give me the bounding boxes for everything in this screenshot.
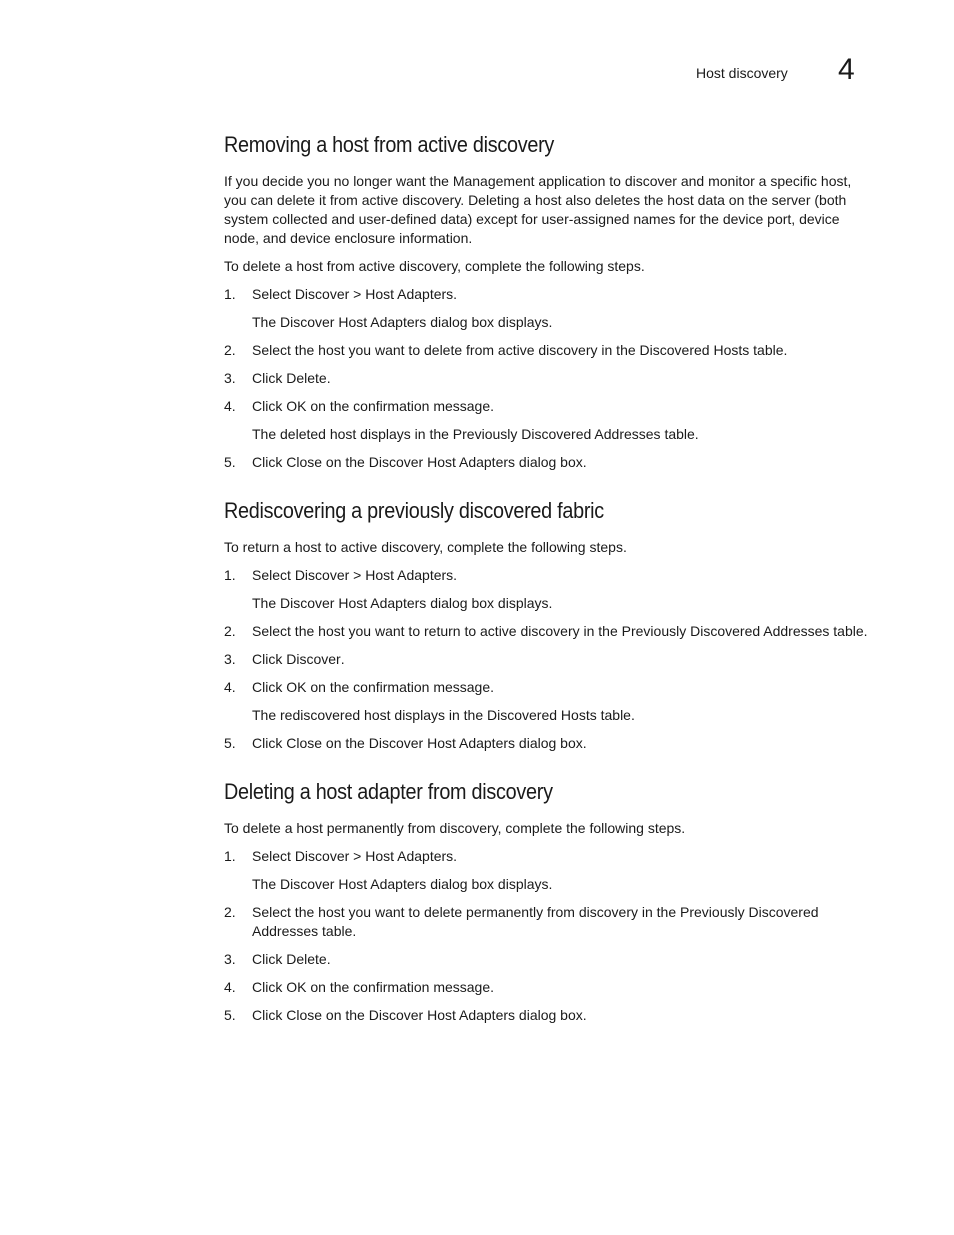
text-run: on the confirmation message. <box>306 398 495 414</box>
step-text <box>252 453 874 472</box>
ui-term: Delete <box>286 370 327 386</box>
step-text <box>252 950 874 969</box>
text-run: Click <box>252 1007 287 1023</box>
text-run: Click <box>252 979 287 995</box>
text-run: table. <box>318 923 357 939</box>
text-run: The <box>252 314 281 330</box>
step-text <box>252 734 874 753</box>
step-item <box>224 903 874 941</box>
text-run: Click <box>252 398 287 414</box>
text-run: Select <box>252 848 295 864</box>
ui-term: Close <box>286 735 323 751</box>
step-item <box>224 678 874 697</box>
text-run: dialog box. <box>515 735 587 751</box>
section-heading: Rediscovering a previously discovered fabric <box>224 498 604 523</box>
ui-term: Discovered Hosts <box>487 707 597 723</box>
ui-term: Discover Host Adapters <box>368 454 516 470</box>
chapter-number: 4 <box>838 53 855 86</box>
step-item <box>224 847 874 866</box>
text-run: on the confirmation message. <box>306 979 495 995</box>
section <box>224 132 874 472</box>
step-number: 3. <box>224 951 236 967</box>
step-item <box>224 734 874 753</box>
text-run: Click <box>252 370 287 386</box>
text-run: Select the host you want to delete permanently from discovery in the <box>252 904 681 920</box>
section-heading: Removing a host from active discovery <box>224 132 555 157</box>
text-run: The <box>252 595 281 611</box>
running-header-title: Host discovery <box>696 65 788 81</box>
ui-term: Discover > Host Adapters <box>294 567 454 583</box>
text-run: table. <box>829 623 868 639</box>
ui-term: Previously Discovered Addresses <box>452 426 661 442</box>
ui-term: Close <box>286 454 323 470</box>
step-item <box>224 453 874 472</box>
ui-term: Previously Discovered Addresses <box>621 623 830 639</box>
step-result-note <box>252 313 874 332</box>
step-text <box>252 678 874 697</box>
ui-term: Discover <box>286 651 341 667</box>
step-text <box>252 903 874 941</box>
text-run: . <box>340 651 345 667</box>
step-text <box>252 978 874 997</box>
text-run: dialog box displays. <box>426 595 553 611</box>
step-number: 3. <box>224 370 236 386</box>
ui-term: OK <box>286 398 307 414</box>
section-heading: Deleting a host adapter from discovery <box>224 779 553 804</box>
step-text <box>252 650 874 669</box>
step-number: 1. <box>224 567 236 583</box>
step-result-note <box>252 706 874 725</box>
step-text <box>252 397 874 416</box>
text-run: dialog box displays. <box>426 314 553 330</box>
step-item <box>224 369 874 388</box>
step-text <box>252 285 874 304</box>
text-run: The rediscovered host displays in the <box>252 707 488 723</box>
section <box>224 498 874 753</box>
step-item <box>224 566 874 585</box>
text-run: The <box>252 876 281 892</box>
document-body <box>224 132 874 1051</box>
ui-term: Close <box>286 1007 323 1023</box>
text-run: Click <box>252 679 287 695</box>
step-number: 5. <box>224 1007 236 1023</box>
text-run: dialog box. <box>515 454 587 470</box>
step-number: 3. <box>224 651 236 667</box>
text-run: . <box>326 951 331 967</box>
ui-term: Discover > Host Adapters <box>294 848 454 864</box>
step-item <box>224 950 874 969</box>
ui-term: Discover Host Adapters <box>280 876 427 892</box>
text-run: . <box>453 567 458 583</box>
text-run: Click <box>252 454 287 470</box>
ui-term: Discover Host Adapters <box>280 595 427 611</box>
step-item <box>224 285 874 304</box>
text-run: table. <box>660 426 699 442</box>
step-number: 4. <box>224 679 236 695</box>
text-run: table. <box>596 707 635 723</box>
step-result-note <box>252 594 874 613</box>
text-run: . <box>453 848 458 864</box>
step-number: 4. <box>224 398 236 414</box>
intro-paragraph: To delete a host from active discovery, complete the following steps. <box>224 258 645 274</box>
intro-paragraph: If you decide you no longer want the Management application to discover and monitor a specific host, you can delete it from active discovery. Deleting a host also deletes the host data on the server (both system collected and user-defined data) except for user-assigned names for the device port, device node, and device enclosure information. <box>224 173 852 246</box>
text-run: Select <box>252 567 295 583</box>
ui-term: Delete <box>286 951 327 967</box>
step-text <box>252 847 874 866</box>
step-item <box>224 397 874 416</box>
step-text <box>252 622 874 641</box>
section <box>224 779 874 1025</box>
ui-term: Discover Host Adapters <box>368 1007 516 1023</box>
step-number: 1. <box>224 848 236 864</box>
ui-term: Discover Host Adapters <box>280 314 427 330</box>
text-run: dialog box. <box>515 1007 587 1023</box>
step-number: 5. <box>224 735 236 751</box>
step-text <box>252 1006 874 1025</box>
step-item <box>224 650 874 669</box>
step-result-note <box>252 875 874 894</box>
text-run: on the <box>322 735 369 751</box>
text-run: dialog box displays. <box>426 876 553 892</box>
step-text <box>252 341 874 360</box>
step-number: 2. <box>224 904 236 920</box>
step-text <box>252 566 874 585</box>
text-run: . <box>453 286 458 302</box>
step-number: 2. <box>224 342 236 358</box>
ui-term: Discover > Host Adapters <box>294 286 454 302</box>
intro-paragraph: To delete a host permanently from discovery, complete the following steps. <box>224 820 686 836</box>
intro-paragraph: To return a host to active discovery, complete the following steps. <box>224 539 627 555</box>
text-run: Select the host you want to delete from active discovery in the <box>252 342 640 358</box>
step-result-note <box>252 425 874 444</box>
ui-term: Discovered Hosts <box>639 342 750 358</box>
step-number: 1. <box>224 286 236 302</box>
step-item <box>224 341 874 360</box>
step-text <box>252 369 874 388</box>
ui-term: Discover Host Adapters <box>368 735 516 751</box>
ui-term: OK <box>286 979 307 995</box>
step-item <box>224 978 874 997</box>
ui-term: OK <box>286 679 307 695</box>
ui-term: Previously Discovered Addresses <box>252 904 819 939</box>
step-item <box>224 622 874 641</box>
text-run: on the confirmation message. <box>306 679 495 695</box>
text-run: The deleted host displays in the <box>252 426 453 442</box>
step-number: 4. <box>224 979 236 995</box>
text-run: Select the host you want to return to active discovery in the <box>252 623 622 639</box>
text-run: Click <box>252 651 287 667</box>
text-run: Select <box>252 286 295 302</box>
text-run: Click <box>252 735 287 751</box>
text-run: Click <box>252 951 287 967</box>
text-run: on the <box>322 454 369 470</box>
step-item <box>224 1006 874 1025</box>
text-run: . <box>326 370 331 386</box>
text-run: on the <box>322 1007 369 1023</box>
step-number: 2. <box>224 623 236 639</box>
text-run: table. <box>749 342 788 358</box>
step-number: 5. <box>224 454 236 470</box>
